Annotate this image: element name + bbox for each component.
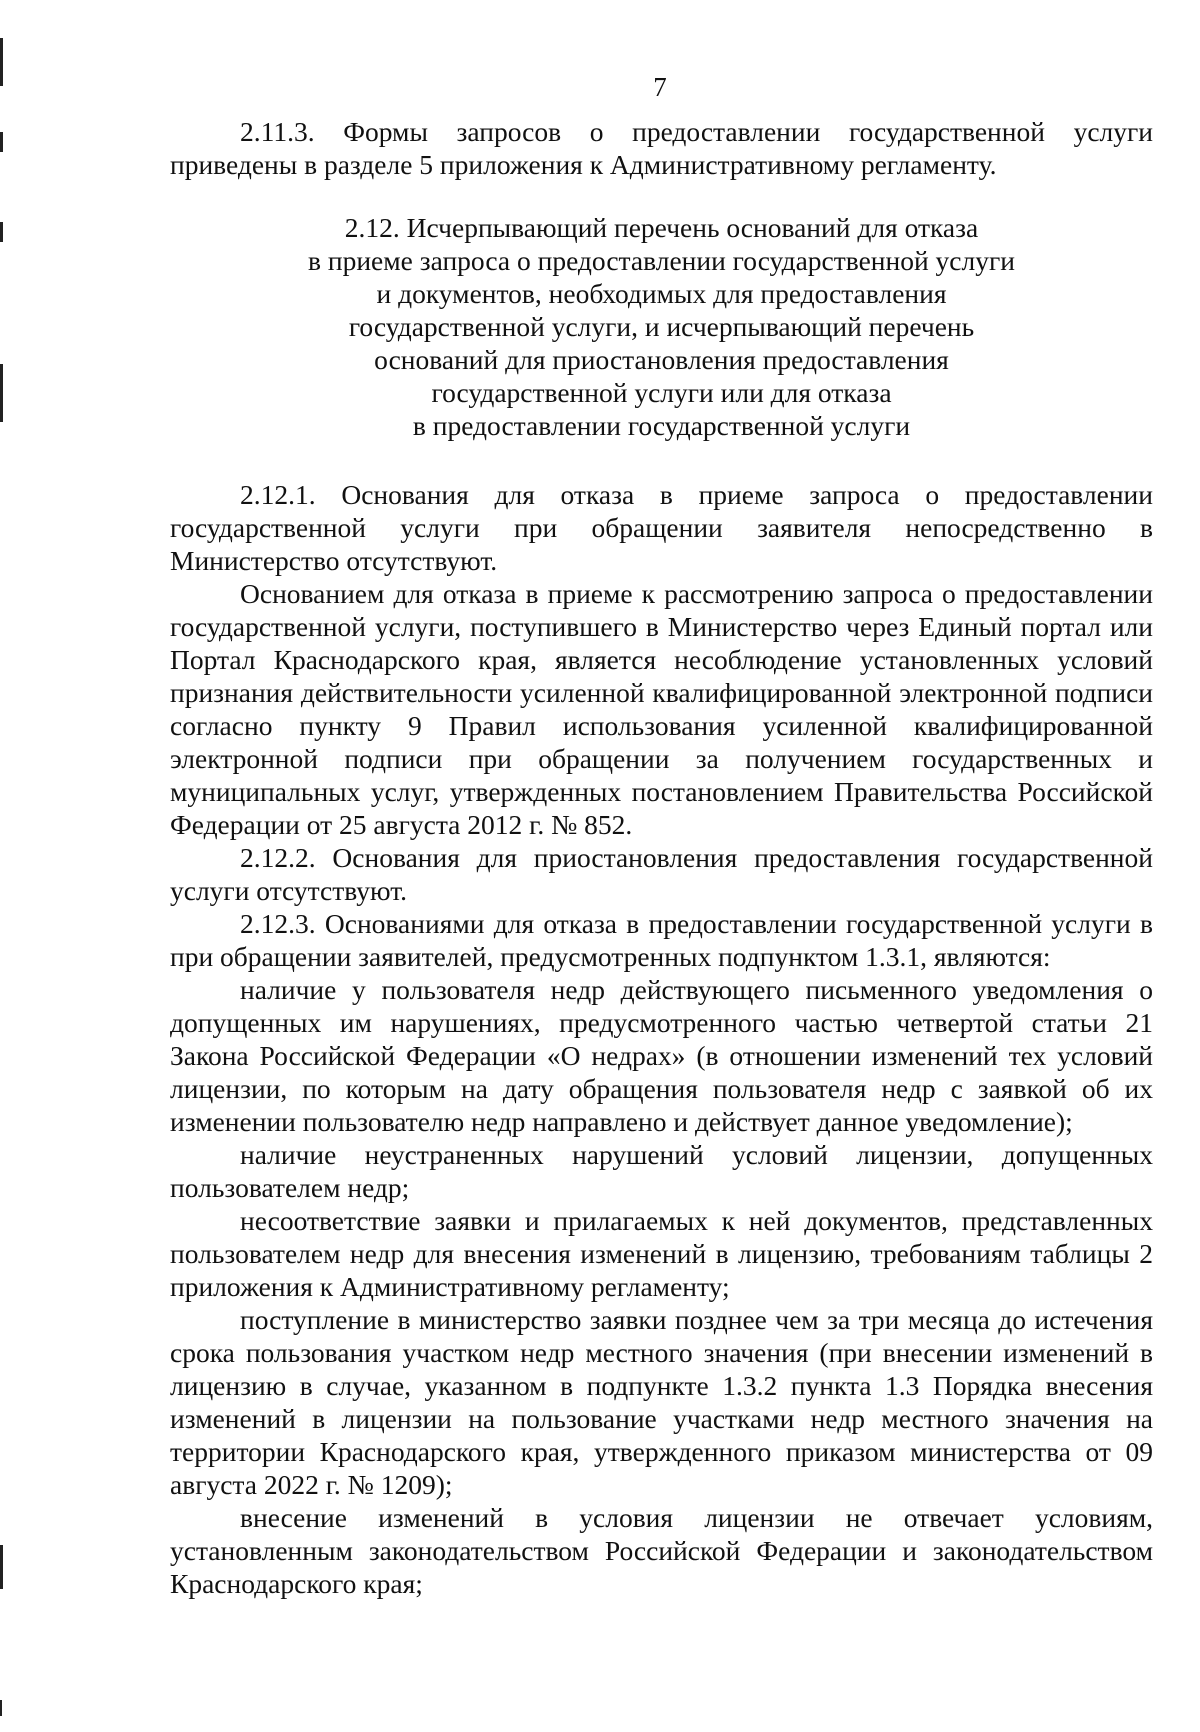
list-item-legislation: внесение изменений в условия лицензии не отвечает условиям, установленным законодательством Российской Федерации и законодательством Краснодарского края; bbox=[170, 1502, 1153, 1599]
paragraph-refusal-basis: Основанием для отказа в приеме к рассмотрению запроса о предоставлении государственной услуги, поступившего в Министерство через Единый портал или Портал Краснодарского края, является несоблюдение установленных условий признания действительности усиленной квалифицированной электронной подписи согласно пункту 9 Правил использования усиленной квалифицированной электронной подписи при обращении за получением государственных и муниципальных услуг, утвержденных постановлением Правительства Российской Федерации от 25 августа 2012 г. № 852. bbox=[170, 578, 1153, 840]
heading-line: в предоставлении государственной услуги bbox=[412, 410, 911, 441]
scan-edge-mark bbox=[0, 222, 3, 242]
heading-line: и документов, необходимых для предоставления bbox=[376, 278, 947, 309]
list-item-notice: наличие у пользователя недр действующего письменного уведомления о допущенных им нарушениях, предусмотренного частью четвертой статьи 21 Закона Российской Федерации «О недрах» (в отношении изменений тех условий лицензии, по которым на дату обращения пользователя недр с заявкой об их изменении пользователю недр направлено и действует данное уведомление); bbox=[170, 974, 1153, 1137]
paragraph-2-11-3: 2.11.3. Формы запросов о предоставлении государственной услуги приведены в разделе 5 приложения к Административному регламенту. bbox=[170, 116, 1153, 180]
paragraph-2-12-2: 2.12.2. Основания для приостановления предоставления государственной услуги отсутствуют. bbox=[170, 842, 1153, 906]
paragraph-2-12-1: 2.12.1. Основания для отказа в приеме запроса о предоставлении государственной услуги при обращении заявителя непосредственно в Министерство отсутствуют. bbox=[170, 479, 1153, 576]
paragraph-2-12-3: 2.12.3. Основаниями для отказа в предоставлении государственной услуги в при обращении заявителей, предусмотренных подпунктом 1.3.1, являются: bbox=[170, 908, 1153, 972]
heading-line: оснований для приостановления предоставления bbox=[374, 344, 949, 375]
heading-line: в приеме запроса о предоставлении государственной услуги bbox=[308, 245, 1015, 276]
list-item-nonconformity: несоответствие заявки и прилагаемых к ней документов, представленных пользователем недр для внесения изменений в лицензию, требованиям таблицы 2 приложения к Административному регламенту; bbox=[170, 1205, 1153, 1302]
list-item-violations: наличие неустраненных нарушений условий лицензии, допущенных пользователем недр; bbox=[170, 1139, 1153, 1203]
scan-edge-mark bbox=[0, 1700, 2, 1716]
scan-edge-mark bbox=[0, 1545, 3, 1589]
scan-edge-mark bbox=[0, 132, 3, 152]
page-number: 7 bbox=[653, 72, 667, 102]
heading-line: государственной услуги, и исчерпывающий перечень bbox=[348, 311, 975, 342]
section-heading-2-12 bbox=[170, 211, 1153, 442]
list-item-late-application: поступление в министерство заявки позднее чем за три месяца до истечения срока пользования участком недр местного значения (при внесении изменений в лицензию в случае, указанном в подпункте 1.3.2 пункта 1.3 Порядка внесения изменений в лицензии на пользование участками недр местного значения на территории Краснодарского края, утвержденного приказом министерства от 09 августа 2022 г. № 1209); bbox=[170, 1304, 1153, 1500]
scan-edge-mark bbox=[0, 364, 3, 422]
document-body bbox=[170, 115, 1153, 1600]
heading-line: государственной услуги или для отказа bbox=[431, 377, 892, 408]
heading-line: 2.12. Исчерпывающий перечень оснований для отказа bbox=[344, 212, 979, 243]
